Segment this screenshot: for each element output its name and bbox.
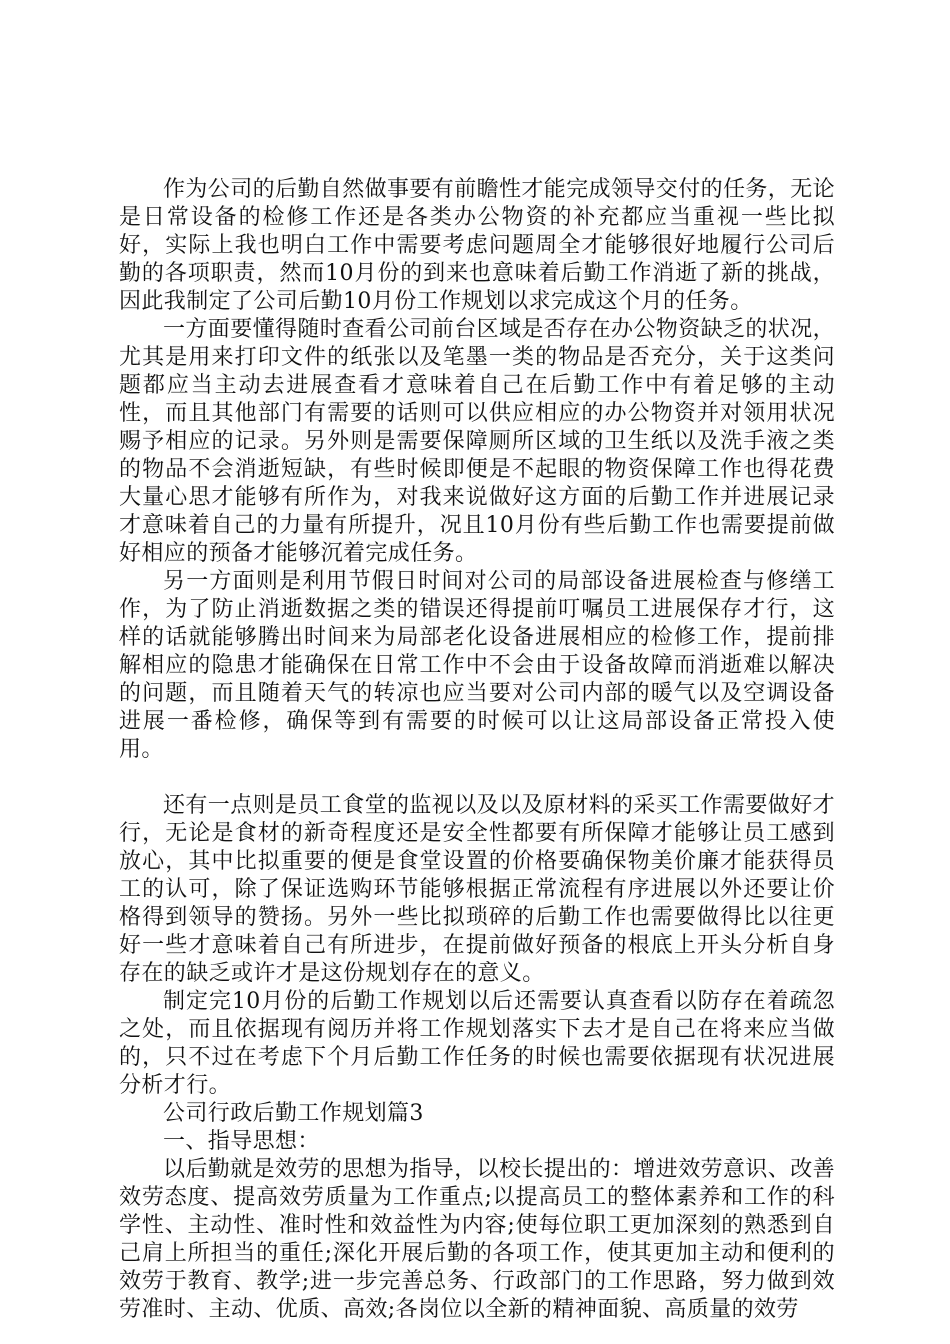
paragraph-canteen: 还有一点则是员工食堂的监视以及以及原材料的采买工作需要做好才行，无论是食材的新奇程度还是安全性都要有所保障才能够让员工感到放心，其中比拟重要的便是食堂设置的价格要确保物美价廉才能获得员工的认可，除了保证选购环节能够根据正常流程有序进展以外还要让价格得到领导的赞扬。另外一些比拟琐碎的后勤工作也需要做得比以往更好一些才意味着自己有所进步，在提前做好预备的根底上开头分析自身存在的缺乏或许才是这份规划存在的意义。 bbox=[119, 793, 836, 986]
document-body bbox=[119, 176, 835, 1324]
subsection-heading: 一、指导思想： bbox=[163, 1129, 320, 1154]
paragraph-intro: 作为公司的后勤自然做事要有前瞻性才能完成领导交付的任务，无论是日常设备的检修工作还是各类办公物资的补充都应当重视一些比拟好，实际上我也明白工作中需要考虑问题周全才能够很好地履行公司后勤的各项职责，然而10月份的到来也意味着后勤工作消逝了新的挑战，因此我制定了公司后勤10月份工作规划以求完成这个月的任务。 bbox=[119, 177, 836, 314]
paragraph-review: 制定完10月份的后勤工作规划以后还需要认真查看以防存在着疏忽之处，而且依据现有阅历并将工作规划落实下去才是自己在将来应当做的，只不过在考虑下个月后勤工作任务的时候也需要依据现有状况进展分析才行。 bbox=[119, 989, 835, 1098]
section-heading: 公司行政后勤工作规划篇3 bbox=[163, 1101, 424, 1126]
paragraph-office-supplies: 一方面要懂得随时查看公司前台区域是否存在办公物资缺乏的状况，尤其是用来打印文件的纸张以及笔墨一类的物品是否充分，关于这类问题都应当主动去进展查看才意味着自己在后勤工作中有着足够的主动性，而且其他部门有需要的话则可以供应相应的办公物资并对领用状况赐予相应的记录。另外则是需要保障厕所区域的卫生纸以及洗手液之类的物品不会消逝短缺，有些时候即便是不起眼的物资保障工作也得花费大量心思才能够有所作为，对我来说做好这方面的后勤工作并进展记录才意味着自己的力量有所提升，况且10月份有些后勤工作也需要提前做好相应的预备才能够沉着完成任务。 bbox=[119, 317, 836, 566]
paragraph-equipment-maintenance: 另一方面则是利用节假日时间对公司的局部设备进展检查与修缮工作，为了防止消逝数据之类的错误还得提前叮嘱员工进展保存才行，这样的话就能够腾出时间来为局部老化设备进展相应的检修工作，提前排解相应的隐患才能确保在日常工作中不会由于设备故障而消逝难以解决的问题，而且随着天气的转凉也应当要对公司内部的暖气以及空调设备进展一番检修，确保等到有需要的时候可以让这局部设备正常投入使用。 bbox=[119, 569, 835, 762]
paragraph-guiding-thought: 以后勤就是效劳的思想为指导，以校长提出的：增进效劳意识、改善效劳态度、提高效劳质量为工作重点;以提高员工的整体素养和工作的科学性、主动性、准时性和效益性为内容;使每位职工更加深刻的熟悉到自己肩上所担当的重任;深化开展后勤的各项工作，使其更加主动和便利的效劳于教育、教学;进一步完善总务、行政部门的工作思路，努力做到效劳准时、主动、优质、高效;各岗位以全新的精神面貌、高质量的效劳 bbox=[119, 1157, 836, 1322]
